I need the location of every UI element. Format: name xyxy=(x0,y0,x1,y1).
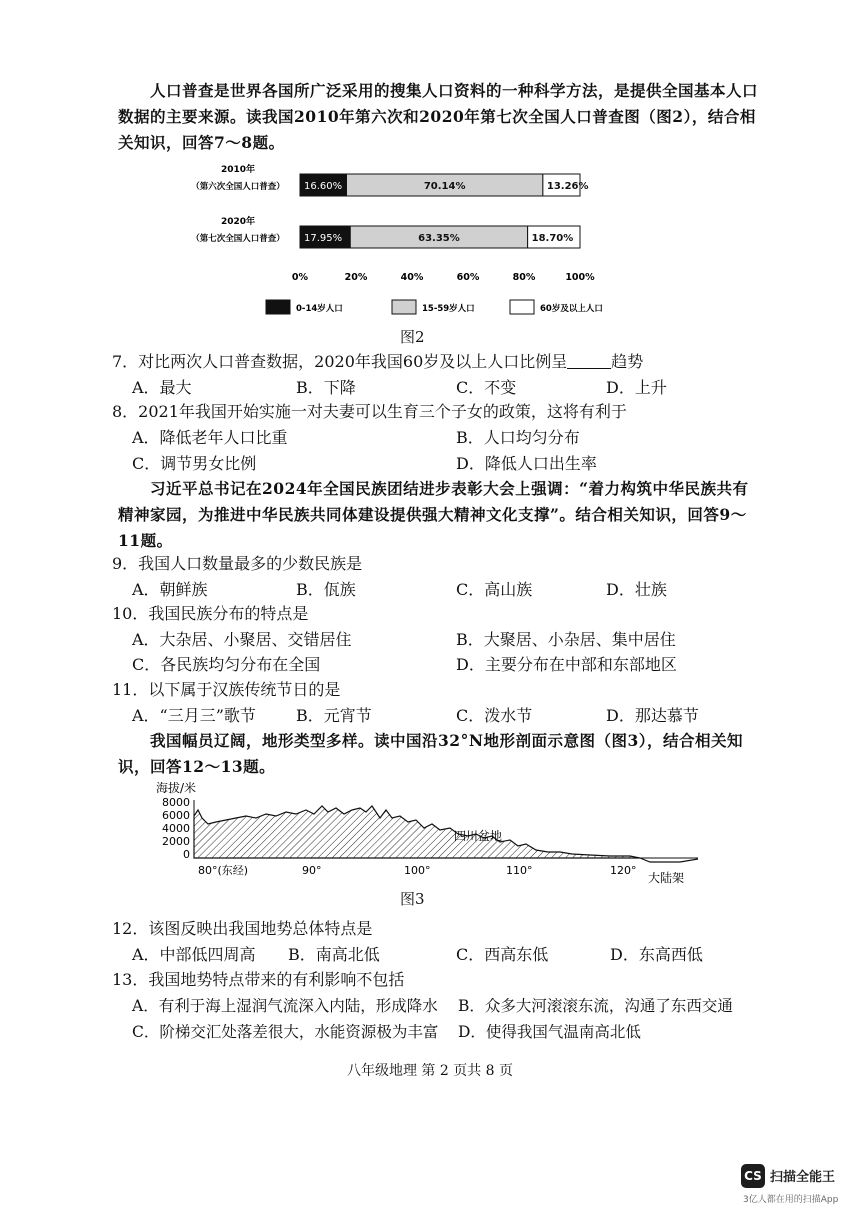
figure-3-caption: 图3 xyxy=(400,890,425,908)
q9-option-b: B．佤族 xyxy=(296,580,356,599)
terrain-profile-figure xyxy=(150,778,710,888)
answer-blank xyxy=(567,352,611,369)
category-label-note: （第六次全国人口普查） xyxy=(191,182,285,192)
terrain-profile-shape xyxy=(194,806,640,858)
q9-option-c: C．高山族 xyxy=(456,580,533,599)
x-tick-label: 40% xyxy=(400,272,424,283)
bar-data-label: 18.70% xyxy=(531,233,574,244)
longitude-tick: 80°(东经) xyxy=(198,864,249,877)
legend-label: 60岁及以上人口 xyxy=(540,304,603,314)
longitude-tick: 100° xyxy=(404,864,431,877)
x-tick-label: 0% xyxy=(291,272,309,283)
question-7-stem: 7．对比两次人口普查数据，2020年我国60岁及以上人口比例呈 趋势 xyxy=(112,352,644,371)
q9-option-a: A．朝鲜族 xyxy=(132,580,208,599)
q13-option-b: B．众多大河滚滚东流，沟通了东西交通 xyxy=(458,997,733,1015)
q12-option-a: A．中部低四周高 xyxy=(132,945,256,964)
category-label-year: 2010年 xyxy=(220,165,256,175)
q10-option-b: B．大聚居、小杂居、集中居住 xyxy=(456,630,676,649)
q11-option-b: B．元宵节 xyxy=(296,706,372,725)
question-12-stem: 12．该图反映出我国地势总体特点是 xyxy=(112,919,373,938)
q12-option-b: B．南高北低 xyxy=(288,945,380,964)
camscanner-name: 扫描全能王 xyxy=(770,1170,836,1185)
q10-option-c: C．各民族均匀分布在全国 xyxy=(132,655,321,674)
camscanner-tagline: 3亿人都在用的扫描App xyxy=(743,1195,839,1205)
longitude-tick: 90° xyxy=(302,864,322,877)
census-stacked-bar-chart xyxy=(160,150,640,330)
q7-option-d: D．上升 xyxy=(606,378,667,397)
longitude-axis-ticks xyxy=(198,864,637,877)
continental-shelf-shape xyxy=(640,858,698,862)
q8-option-a: A．降低老年人口比重 xyxy=(132,428,288,447)
figure-2-caption: 图2 xyxy=(400,328,425,346)
category-label-note: （第七次全国人口普查） xyxy=(191,234,285,244)
sichuan-basin-label: 四川盆地 xyxy=(454,829,503,843)
bar-data-label: 13.26% xyxy=(546,181,589,192)
q9-option-d: D．壮族 xyxy=(606,580,667,599)
bar-data-label: 17.95% xyxy=(304,233,343,244)
q11-option-d: D．那达慕节 xyxy=(606,706,699,725)
x-tick-label: 100% xyxy=(565,272,595,283)
longitude-tick: 120° xyxy=(610,864,637,877)
q7-option-c: C．不变 xyxy=(456,378,517,397)
elevation-axis-ticks xyxy=(162,796,190,861)
question-13-stem: 13．我国地势特点带来的有利影响不包括 xyxy=(112,970,405,989)
question-8-stem: 8．2021年我国开始实施一对夫妻可以生育三个子女的政策，这将有利于 xyxy=(112,402,627,421)
elevation-axis-label: 海拔/米 xyxy=(156,781,197,795)
bar-data-label: 70.14% xyxy=(423,181,466,192)
q10-option-a: A．大杂居、小聚居、交错居住 xyxy=(132,630,352,649)
bar-data-label: 16.60% xyxy=(304,181,343,192)
x-tick-label: 20% xyxy=(344,272,368,283)
q12-option-c: C．西高东低 xyxy=(456,945,549,964)
page-footer: 八年级地理 第 2 页共 8 页 xyxy=(346,1063,514,1079)
camscanner-logo-icon: CS xyxy=(741,1164,765,1188)
elevation-tick: 4000 xyxy=(162,822,190,835)
elevation-tick: 2000 xyxy=(162,835,190,848)
q10-option-d: D．主要分布在中部和东部地区 xyxy=(456,655,677,674)
legend-label: 0-14岁人口 xyxy=(296,304,343,314)
legend-swatch xyxy=(510,300,534,314)
legend-swatch xyxy=(392,300,416,314)
elevation-tick: 8000 xyxy=(162,796,190,809)
q8-option-c: C．调节男女比例 xyxy=(132,454,257,473)
question-9-stem: 9．我国人口数量最多的少数民族是 xyxy=(112,554,363,573)
elevation-tick: 6000 xyxy=(162,809,190,822)
legend-label: 15-59岁人口 xyxy=(422,304,475,314)
x-tick-label: 80% xyxy=(512,272,536,283)
category-label-year: 2020年 xyxy=(220,217,256,227)
longitude-tick: 110° xyxy=(506,864,533,877)
intro-paragraph-census: 人口普查是世界各国所广泛采用的搜集人口资料的一种科学方法，是提供全国基本人口数据的主要来源。读我国2010年第六次和2020年第七次全国人口普查图（图2），结合相关知识，回答7～8题。 xyxy=(118,81,759,152)
q13-option-c: C．阶梯交汇处落差很大，水能资源极为丰富 xyxy=(132,1023,439,1041)
question-10-stem: 10．我国民族分布的特点是 xyxy=(112,604,309,623)
q11-option-c: C．泼水节 xyxy=(456,706,533,725)
q12-option-d: D．东高西低 xyxy=(610,945,703,964)
q8-option-b: B．人口均匀分布 xyxy=(456,428,580,447)
question-11-stem: 11．以下属于汉族传统节日的是 xyxy=(112,680,341,699)
intro-paragraph-ethnic: 习近平总书记在2024年全国民族团结进步表彰大会上强调：“着力构筑中华民族共有精神家园，为推进中华民族共同体建设提供强大精神文化支撑”。结合相关知识，回答9～11题。 xyxy=(118,479,749,550)
intro-paragraph-terrain: 我国幅员辽阔，地形类型多样。读中国沿32°N地形剖面示意图（图3），结合相关知识，回答12～13题。 xyxy=(118,731,744,776)
q7-option-a: A．最大 xyxy=(132,378,192,397)
q8-option-d: D．降低人口出生率 xyxy=(456,454,597,473)
continental-shelf-label: 大陆架 xyxy=(648,871,685,885)
legend-swatch xyxy=(266,300,290,314)
q11-option-a: A．“三月三”歌节 xyxy=(132,706,256,725)
q13-option-a: A．有利于海上湿润气流深入内陆，形成降水 xyxy=(132,997,438,1015)
elevation-tick: 0 xyxy=(183,848,190,861)
q13-option-d: D．使得我国气温南高北低 xyxy=(458,1023,641,1041)
bar-data-label: 63.35% xyxy=(418,233,460,244)
q7-option-b: B．下降 xyxy=(296,378,356,397)
x-tick-label: 60% xyxy=(456,272,480,283)
